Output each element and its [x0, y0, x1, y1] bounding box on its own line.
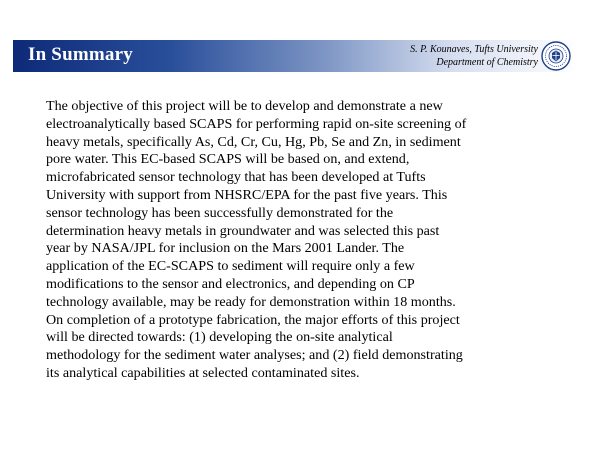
summary-line: application of the EC-SCAPS to sediment will require only a few	[46, 258, 415, 275]
summary-line: University with support from NHSRC/EPA for the past five years. This	[46, 186, 448, 203]
summary-line: will be directed towards: (1) developing the on-site analytical	[46, 329, 393, 346]
summary-line: determination heavy metals in groundwater and was selected this past	[46, 222, 440, 239]
summary-paragraph	[46, 98, 566, 383]
summary-line: year by NASA/JPL for inclusion on the Mars 2001 Lander. The	[46, 240, 405, 257]
summary-line: methodology for the sediment water analyses; and (2) field demonstrating	[46, 347, 463, 364]
summary-line: its analytical capabilities at selected contaminated sites.	[46, 364, 360, 381]
credit-department: Department of Chemistry	[436, 57, 538, 68]
credit-author: S. P. Kounaves, Tufts University	[410, 44, 538, 55]
summary-line: modifications to the sensor and electronics, and depending on CP	[46, 275, 415, 292]
author-credit	[410, 43, 538, 69]
summary-line: On completion of a prototype fabrication, the major efforts of this project	[46, 311, 460, 328]
tufts-seal-icon	[541, 41, 571, 71]
summary-line: sensor technology has been successfully demonstrated for the	[46, 204, 394, 221]
summary-line: The objective of this project will be to develop and demonstrate a new	[46, 98, 443, 114]
summary-line: microfabricated sensor technology that has been developed at Tufts	[46, 169, 426, 186]
summary-line: pore water. This EC-based SCAPS will be based on, and extend,	[46, 151, 410, 168]
summary-line: heavy metals, specifically As, Cd, Cr, Cu, Hg, Pb, Se and Zn, in sediment	[46, 133, 461, 150]
summary-line: electroanalytically based SCAPS for performing rapid on-site screening of	[46, 115, 467, 132]
summary-line: technology available, may be ready for demonstration within 18 months.	[46, 293, 456, 310]
slide-title: In Summary	[28, 44, 133, 65]
